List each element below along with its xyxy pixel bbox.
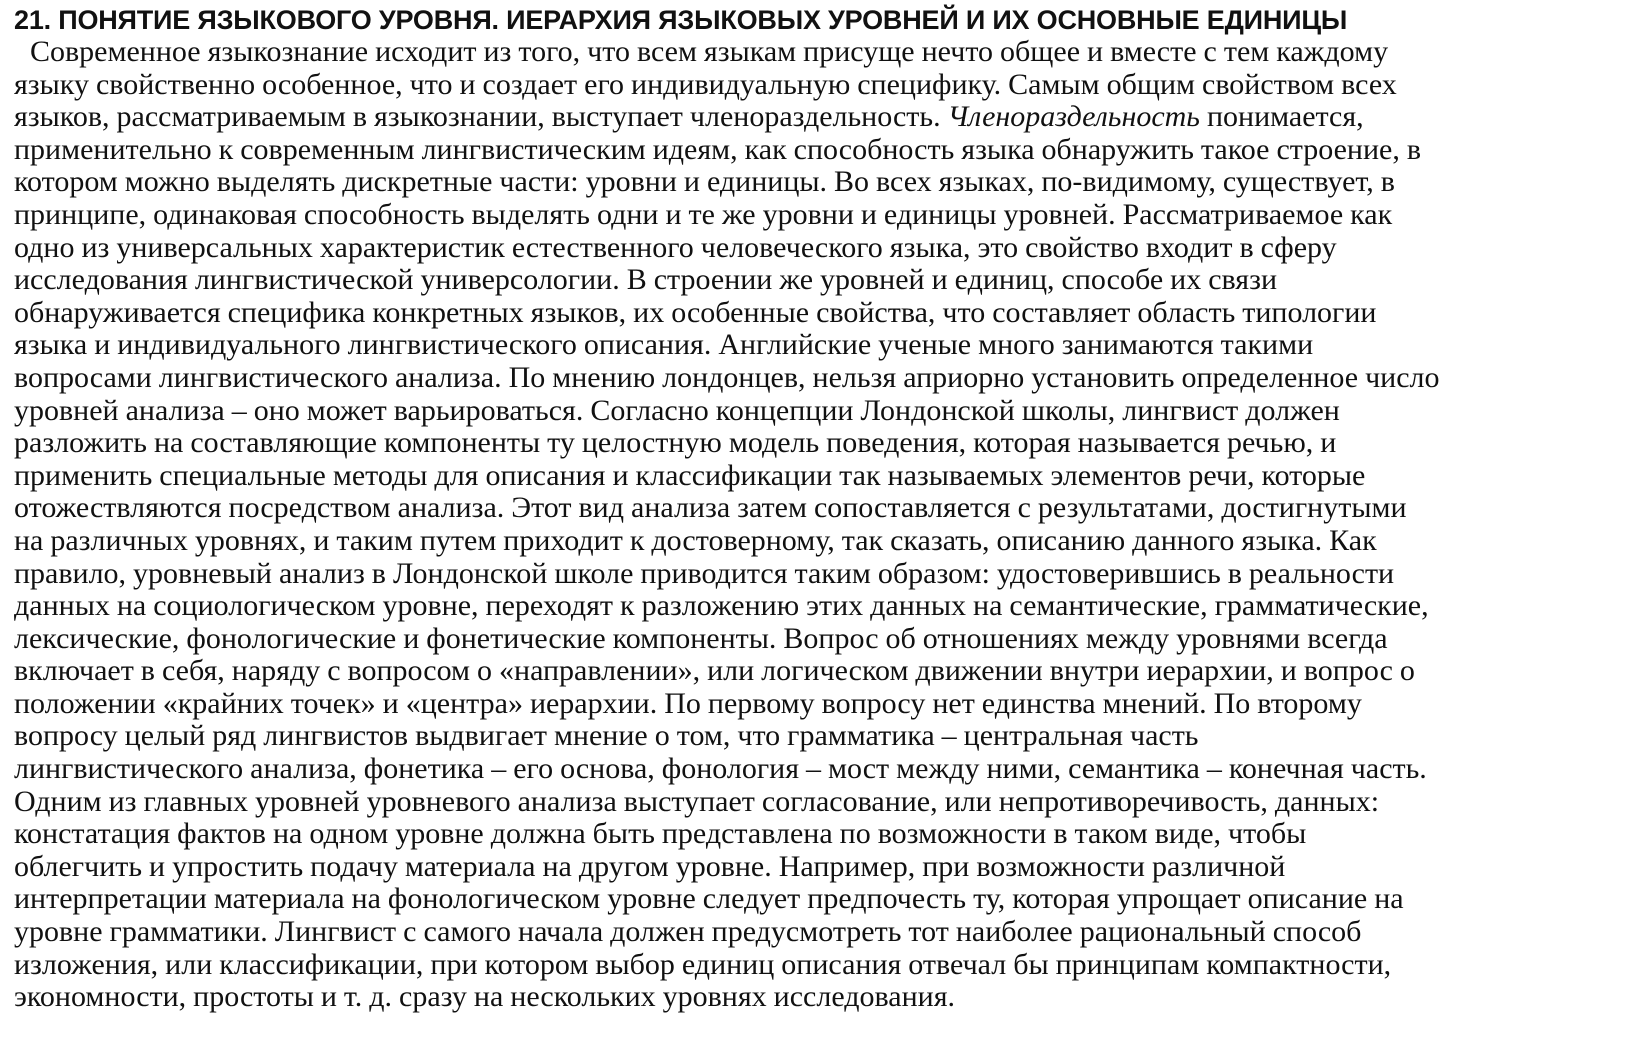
text-line: принципе, одинаковая способность выделять одни и те же уровни и единицы уровней. Рассматриваемое как [14,197,1393,231]
text-line: отожествляются посредством анализа. Этот вид анализа затем сопоставляется с результатами, достигнутыми [14,491,1407,525]
text-line: одно из универсальных характеристик естественного человеческого языка, это свойство входит в сферу [14,230,1337,264]
text-line: данных на социологическом уровне, переходят к разложению этих данных на семантические, грамматические, [14,589,1429,623]
text-line: обнаруживается специфика конкретных языков, их особенные свойства, что составляет область типологии [14,295,1377,329]
text-line [14,101,1639,134]
document-page [14,4,1639,1014]
text-line: изложения, или классификации, при котором выбор единиц описания отвечал бы принципам компактности, [14,947,1392,981]
text-line: вопросу целый ряд лингвистов выдвигает мнение о том, что грамматика – центральная часть [14,719,1199,753]
text-line: языка и индивидуального лингвистического описания. Английские ученые много занимаются такими [14,328,1314,362]
document-heading: 21. ПОНЯТИЕ ЯЗЫКОВОГО УРОВНЯ. ИЕРАРХИЯ ЯЗЫКОВЫХ УРОВНЕЙ И ИХ ОСНОВНЫЕ ЕДИНИЦЫ [14,5,1348,35]
text-line: лингвистического анализа, фонетика – его основа, фонология – мост между ними, семантика – конечная часть. [14,752,1427,786]
text-line: констатация фактов на одном уровне должна быть представлена по возможности в таком виде, чтобы [14,817,1307,851]
text-line: на различных уровнях, и таким путем приходит к достоверному, так сказать, описанию данного языка. Как [14,523,1377,557]
document-paragraph [14,36,1639,1014]
text-line: уровне грамматики. Лингвист с самого начала должен предусмотреть тот наиболее рациональный способ [14,915,1362,949]
text-line: применить специальные методы для описания и классификации так называемых элементов речи, которые [14,458,1366,492]
text-line: правило, уровневый анализ в Лондонской школе приводится таким образом: удостоверившись в реальности [14,556,1395,590]
text-line: исследования лингвистической универсологии. В строении же уровней и единиц, способе их связи [14,263,1278,297]
text-line: применительно к современным лингвистическим идеям, как способность языка обнаружить такое строение, в [14,132,1422,166]
text-line: Одним из главных уровней уровневого анализа выступает согласование, или непротиворечивость, данных: [14,784,1380,818]
text-segment: понимается, [1199,100,1364,134]
text-line: котором можно выделять дискретные части: уровни и единицы. Во всех языках, по-видимому, существует, в [14,165,1395,199]
text-line: уровней анализа – оно может варьироваться. Согласно концепции Лондонской школы, лингвист должен [14,393,1340,427]
italic-term: Членораздельность [947,100,1200,134]
text-line: включает в себя, наряду с вопросом о «направлении», или логическом движении внутри иерархии, и вопрос о [14,654,1415,688]
text-line: экономности, простоты и т. д. сразу на нескольких уровнях исследования. [14,980,955,1014]
text-line: облегчить и упростить подачу материала на другом уровне. Например, при возможности различной [14,849,1286,883]
text-line: языку свойственно особенное, что и создает его индивидуальную специфику. Самым общим свойством всех [14,67,1397,101]
text-segment: языков, рассматриваемым в языкознании, выступает членораздельность. [14,100,941,134]
text-line: вопросами лингвистического анализа. По мнению лондонцев, нельзя априорно установить определенное число [14,360,1440,394]
text-line: разложить на составляющие компоненты ту целостную модель поведения, которая называется речью, и [14,426,1337,460]
text-line: интерпретации материала на фонологическом уровне следует предпочесть ту, которая упрощает описание на [14,882,1404,916]
text-line: положении «крайних точек» и «центра» иерархии. По первому вопросу нет единства мнений. По второму [14,686,1362,720]
text-line: Современное языкознание исходит из того, что всем языкам присуще нечто общее и вместе с тем каждому [30,35,1389,68]
text-line: лексические, фонологические и фонетические компоненты. Вопрос об отношениях между уровнями всегда [14,621,1388,655]
